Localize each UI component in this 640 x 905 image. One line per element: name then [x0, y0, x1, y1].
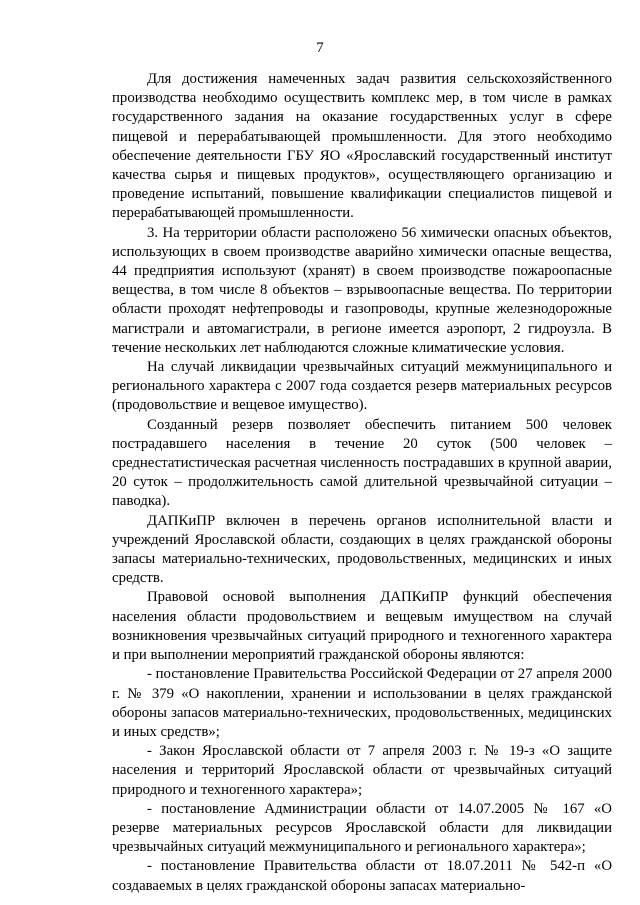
list-item-administration-resolution: - постановление Администрации области от 14.07.2005 № 167 «О резерве материальных ресурсов Ярославской области для ликвидации чрезвычайных ситуаций межмуниципального и регионального характера»;	[112, 800, 612, 856]
paragraph-reserve-creation: На случай ликвидации чрезвычайных ситуаций межмуниципального и регионального характера с 2007 года создается резерв материальных ресурсов (продовольствие и вещевое имущество).	[112, 359, 612, 414]
list-item-government-resolution: - постановление Правительства области от 18.07.2011 № 542-п «О создаваемых в целях гражданской обороны запасах материально-	[112, 858, 612, 894]
paragraph-legal-basis: Правовой основой выполнения ДАПКиПР функций обеспечения населения области продовольствием и вещевым имуществом на случай возникновения чрезвычайных ситуаций природного и техногенного характера и при выполнении мероприятий гражданской обороны являются:	[112, 589, 612, 664]
document-body	[112, 70, 612, 896]
page-number: 7	[316, 40, 324, 56]
paragraph-hazardous-objects: 3. На территории области расположено 56 химически опасных объектов, использующих в своем производстве аварийно химически опасные вещества, 44 предприятия используют (хранят) в своем производстве пожароопасные вещества, в том числе 8 объектов – взрывоопасные вещества. По территории области проходят нефтепроводы и газопроводы, крупные железнодорожные магистрали и автомагистрали, в регионе имеется аэропорт, 2 гидроузла. В течение нескольких лет наблюдаются сложные климатические условия.	[112, 224, 612, 356]
paragraph-reserve-capacity: Созданный резерв позволяет обеспечить питанием 500 человек пострадавшего населения в течение 20 суток (500 человек – среднестатистическая расчетная численность пострадавших в крупной аварии, 20 суток – продолжительность самой длительной чрезвычайной ситуации – паводка).	[112, 416, 612, 510]
paragraph-dapkipr-list: ДАПКиПР включен в перечень органов исполнительной власти и учреждений Ярославской области, создающих в целях гражданской обороны запасы материально-технических, продовольственных, медицинских и иных средств.	[112, 512, 612, 587]
paragraph-agriculture-measures: Для достижения намеченных задач развития сельскохозяйственного производства необходимо осуществить комплекс мер, в том числе в рамках государственного задания на оказание государственных услуг в сфере пищевой и перерабатывающей промышленности. Для этого необходимо обеспечение деятельности ГБУ ЯО «Ярославский государственный институт качества сырья и пищевых продуктов», осуществляющего организацию и проведение испытаний, повышение квалификации специалистов пищевой и перерабатывающей промышленности.	[112, 71, 612, 222]
list-item-regional-law: - Закон Ярославской области от 7 апреля 2003 г. № 19-з «О защите населения и территорий Ярославской области от чрезвычайных ситуаций природного и техногенного характера»;	[112, 743, 612, 798]
list-item-federal-resolution: - постановление Правительства Российской Федерации от 27 апреля 2000 г. № 379 «О накоплении, хранении и использовании в целях гражданской обороны запасов материально-технических, продовольственных, медицинских и иных средств»;	[112, 666, 612, 740]
